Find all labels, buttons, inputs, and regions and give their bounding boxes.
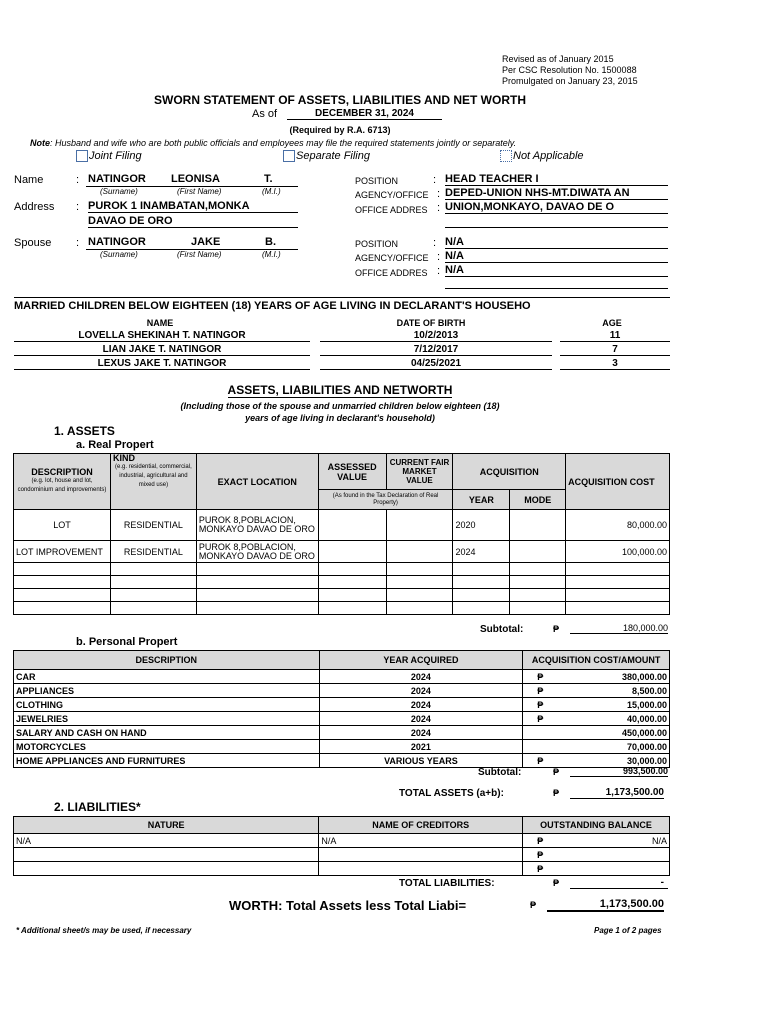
real-year: 2020	[453, 510, 510, 541]
real-location: PUROK 8,POBLACION, MONKAYO DAVAO DE ORO	[196, 510, 318, 541]
child-name: LEXUS JAKE T. NATINGOR	[14, 358, 310, 370]
alnw-heading-text: ASSETS, LIABILITIES AND NETWORTH	[227, 383, 453, 397]
pp-amount-cell	[523, 698, 670, 712]
position-label: POSITION	[355, 176, 399, 186]
networth-value: 1,173,500.00	[547, 898, 664, 912]
pp-year: VARIOUS YEARS	[319, 754, 523, 768]
declarant-first-name: LEONISA	[171, 173, 220, 185]
peso-sign: ₱	[553, 878, 560, 888]
note-label: Note	[30, 138, 50, 148]
table-row	[14, 726, 670, 740]
total-assets-label: TOTAL ASSETS (a+b):	[399, 788, 504, 799]
real-assessed	[318, 510, 386, 541]
col-fmv: CURRENT FAIR MARKET VALUE	[386, 454, 453, 490]
address-line-1: PUROK 1 INAMBATAN,MONKA	[88, 200, 298, 213]
page-number: Page 1 of 2 pages	[594, 926, 662, 935]
col-pp-cost: ACQUISITION COST/AMOUNT	[523, 651, 670, 670]
peso-sign: ₱	[537, 835, 544, 846]
real-cost: 100,000.00	[566, 541, 670, 563]
peso-sign: ₱	[530, 900, 537, 910]
real-kind: RESIDENTIAL	[110, 510, 196, 541]
not-applicable-label: Not Applicable	[513, 150, 584, 162]
pp-amount-cell	[523, 670, 670, 684]
agency-value: DEPED-UNION NHS-MT.DIWATA AN	[445, 187, 668, 200]
children-col-age: AGE	[602, 318, 622, 328]
col-description	[14, 454, 111, 510]
colon: :	[433, 237, 437, 249]
pp-description: JEWELRIES	[14, 712, 320, 726]
colon: :	[437, 265, 441, 277]
note-text: : Husband and wife who are both public officials and employees may file the required statements jointly or separately.	[50, 138, 517, 148]
children-col-dob: DATE OF BIRTH	[396, 318, 466, 328]
col-cost-label: ACQUISITION COST	[568, 476, 655, 487]
col-creditors: NAME OF CREDITORS	[319, 817, 523, 834]
col-year: YEAR	[453, 490, 510, 510]
personal-property-heading: b. Personal Propert	[76, 636, 178, 648]
peso-sign: ₱	[553, 624, 560, 634]
declarant-mi: T.	[264, 173, 273, 185]
peso-sign: ₱	[537, 685, 544, 696]
real-mode	[510, 510, 566, 541]
table-row	[14, 848, 670, 862]
col-kind-label: KIND	[112, 453, 135, 463]
peso-sign: ₱	[537, 849, 544, 860]
declarant-surname: NATINGOR	[88, 173, 146, 185]
colon: :	[433, 174, 437, 186]
pp-year: 2024	[319, 670, 523, 684]
colon: :	[437, 188, 441, 200]
office-address-underline	[445, 227, 668, 228]
real-description: LOT	[14, 510, 111, 541]
spouse-office-underline	[445, 288, 668, 289]
personal-property-table	[13, 650, 670, 768]
child-age: 7	[560, 344, 670, 356]
spouse-label: Spouse	[14, 237, 52, 249]
liability-creditor	[319, 848, 523, 862]
sub-mi: (M.I.)	[262, 250, 281, 259]
liability-creditor	[319, 862, 523, 876]
child-name: LIAN JAKE T. NATINGOR	[14, 344, 310, 356]
colon: :	[76, 237, 80, 249]
colon: :	[76, 201, 80, 213]
liability-balance-cell	[523, 848, 670, 862]
pp-amount: 450,000.00	[621, 727, 667, 738]
real-property-table	[13, 453, 670, 615]
table-row	[14, 698, 670, 712]
real-subtotal: 180,000.00	[570, 623, 668, 634]
spouse-surname: NATINGOR	[88, 236, 146, 248]
children-heading: MARRIED CHILDREN BELOW EIGHTEEN (18) YEARS OF AGE LIVING IN DECLARANT'S HOUSEHO	[14, 300, 531, 312]
pp-year: 2024	[319, 712, 523, 726]
position-value: HEAD TEACHER I	[445, 173, 668, 186]
colon: :	[437, 202, 441, 214]
peso-sign: ₱	[553, 767, 560, 777]
not-applicable-option[interactable]	[500, 150, 584, 162]
note	[30, 138, 516, 148]
table-row	[14, 834, 670, 848]
name-label: Name	[14, 174, 44, 186]
liability-nature	[14, 848, 319, 862]
sub-mi: (M.I.)	[262, 187, 281, 196]
pp-amount-cell	[523, 740, 670, 754]
table-row	[14, 602, 670, 615]
agency-label: AGENCY/OFFICE	[355, 190, 429, 200]
child-age: 3	[560, 358, 670, 370]
networth-label: WORTH: Total Assets less Total Liabi=	[229, 898, 467, 913]
address-line-2: DAVAO DE ORO	[88, 215, 298, 228]
spouse-office-value: N/A	[445, 264, 668, 277]
table-row	[14, 670, 670, 684]
joint-filing-option[interactable]	[76, 150, 142, 162]
separate-filing-option[interactable]	[283, 150, 370, 162]
revision-block	[502, 54, 638, 87]
peso-sign: ₱	[537, 699, 544, 710]
col-cost	[566, 454, 670, 510]
col-assessed: ASSESSED VALUE	[318, 454, 386, 490]
real-property-heading: a. Real Propert	[76, 439, 154, 451]
col-location: EXACT LOCATION	[196, 454, 318, 510]
table-row	[14, 712, 670, 726]
separate-filing-checkbox[interactable]	[283, 150, 295, 162]
sub-surname: (Surname)	[100, 250, 138, 259]
total-liabilities: -	[570, 877, 668, 889]
joint-filing-label: Joint Filing	[89, 150, 142, 162]
peso-sign: ₱	[537, 671, 544, 682]
real-location: PUROK 8,POBLACION, MONKAYO DAVAO DE ORO	[196, 541, 318, 563]
col-pp-year: YEAR ACQUIRED	[319, 651, 523, 670]
alnw-sub1: (Including those of the spouse and unmarried children below eighteen (18)	[180, 401, 500, 411]
office-address-value: UNION,MONKAYO, DAVAO DE O	[445, 201, 668, 214]
real-year: 2024	[453, 541, 510, 563]
personal-subtotal-label: Subtotal:	[478, 767, 522, 778]
revision-line: Per CSC Resolution No. 1500088	[502, 65, 637, 75]
child-row	[14, 330, 670, 344]
spouse-office-label: OFFICE ADDRES	[355, 268, 428, 278]
child-dob: 04/25/2021	[320, 358, 552, 370]
liability-balance: N/A	[651, 835, 667, 846]
revision-line: Promulgated on January 23, 2015	[502, 76, 638, 86]
page-title: SWORN STATEMENT OF ASSETS, LIABILITIES AND NET WORTH	[154, 93, 526, 107]
table-row	[14, 563, 670, 576]
colon: :	[76, 174, 80, 186]
real-subtotal-label: Subtotal:	[480, 624, 524, 635]
pp-amount: 15,000.00	[626, 699, 667, 710]
address-label: Address	[14, 201, 55, 213]
col-kind-sub: (e.g. residential, commercial, industrial, agricultural and mixed use)	[115, 464, 192, 488]
pp-description: MOTORCYCLES	[14, 740, 320, 754]
as-of-label: As of	[252, 108, 278, 120]
total-assets: 1,173,500.00	[570, 787, 664, 799]
pp-amount-cell	[523, 712, 670, 726]
pp-description: CLOTHING	[14, 698, 320, 712]
children-col-name: NAME	[146, 318, 174, 328]
assets-heading: 1. ASSETS	[54, 424, 115, 438]
sub-surname: (Surname)	[100, 187, 138, 196]
liability-balance-cell	[523, 862, 670, 876]
spouse-position-value: N/A	[445, 236, 668, 249]
col-mode: MODE	[510, 490, 566, 510]
pp-year: 2024	[319, 698, 523, 712]
pp-year: 2024	[319, 726, 523, 740]
not-applicable-checkbox[interactable]	[500, 150, 512, 162]
col-description-sub: (e.g. lot, house and lot, condominium and improvements)	[17, 478, 107, 493]
real-cost: 80,000.00	[566, 510, 670, 541]
pp-year: 2021	[319, 740, 523, 754]
sub-first: (First Name)	[177, 187, 222, 196]
revision-line: Revised as of January 2015	[502, 54, 614, 64]
joint-filing-checkbox[interactable]	[76, 150, 88, 162]
col-nature: NATURE	[14, 817, 319, 834]
pp-description: CAR	[14, 670, 320, 684]
child-dob: 10/2/2013	[320, 330, 552, 342]
peso-sign: ₱	[537, 713, 544, 724]
footer-note: * Additional sheet/s may be used, if necessary	[16, 926, 192, 935]
real-fmv	[386, 510, 453, 541]
col-description-label: DESCRIPTION	[31, 467, 93, 477]
peso-sign: ₱	[553, 788, 560, 798]
pp-amount: 8,500.00	[631, 685, 667, 696]
spouse-first-name: JAKE	[191, 236, 221, 248]
table-row	[14, 541, 670, 563]
peso-sign: ₱	[537, 863, 544, 874]
pp-amount-cell	[523, 726, 670, 740]
table-row	[14, 589, 670, 602]
personal-subtotal: 993,500.00	[570, 766, 668, 777]
children-list	[14, 330, 670, 372]
liability-creditor: N/A	[319, 834, 523, 848]
pp-description: APPLIANCES	[14, 684, 320, 698]
required-by: (Required by R.A. 6713)	[289, 125, 391, 135]
colon: :	[437, 251, 441, 263]
pp-amount: 380,000.00	[621, 671, 667, 682]
col-pp-description: DESCRIPTION	[14, 651, 320, 670]
sub-first: (First Name)	[177, 250, 222, 259]
liability-nature: N/A	[14, 834, 319, 848]
col-balance: OUTSTANDING BALANCE	[523, 817, 670, 834]
alnw-sub2: years of age living in declarant's household)	[245, 413, 435, 423]
as-of-date: DECEMBER 31, 2024	[287, 108, 442, 120]
liabilities-table	[13, 816, 670, 876]
real-mode	[510, 541, 566, 563]
spouse-position-label: POSITION	[355, 239, 399, 249]
divider	[14, 297, 670, 298]
table-row	[14, 510, 670, 541]
child-row	[14, 344, 670, 358]
liabilities-heading: 2. LIABILITIES*	[54, 800, 141, 814]
real-description: LOT IMPROVEMENT	[14, 541, 111, 563]
table-row	[14, 862, 670, 876]
liability-nature	[14, 862, 319, 876]
pp-year: 2024	[319, 684, 523, 698]
pp-description: SALARY AND CASH ON HAND	[14, 726, 320, 740]
spouse-agency-label: AGENCY/OFFICE	[355, 253, 429, 263]
liability-balance-cell	[523, 834, 670, 848]
pp-amount: 30,000.00	[626, 755, 667, 766]
child-age: 11	[560, 330, 670, 342]
col-acquisition: ACQUISITION	[453, 454, 566, 490]
table-row	[14, 576, 670, 589]
pp-amount: 70,000.00	[626, 741, 667, 752]
office-address-label: OFFICE ADDRES	[355, 205, 428, 215]
col-tax-note: (As found in the Tax Declaration of Real Property)	[318, 490, 453, 510]
child-row	[14, 358, 670, 372]
pp-description: HOME APPLIANCES AND FURNITURES	[14, 754, 320, 768]
table-row	[14, 684, 670, 698]
pp-amount: 40,000.00	[626, 713, 667, 724]
peso-sign: ₱	[537, 755, 544, 766]
child-dob: 7/12/2017	[320, 344, 552, 356]
spouse-mi: B.	[265, 236, 276, 248]
pp-amount-cell	[523, 684, 670, 698]
spouse-agency-value: N/A	[445, 250, 668, 263]
table-row	[14, 740, 670, 754]
alnw-heading	[0, 383, 680, 397]
separate-filing-label: Separate Filing	[296, 150, 370, 162]
real-kind: RESIDENTIAL	[110, 541, 196, 563]
child-name: LOVELLA SHEKINAH T. NATINGOR	[14, 330, 310, 342]
col-kind	[110, 454, 196, 510]
real-assessed	[318, 541, 386, 563]
real-fmv	[386, 541, 453, 563]
total-liabilities-label: TOTAL LIABILITIES:	[399, 878, 495, 889]
